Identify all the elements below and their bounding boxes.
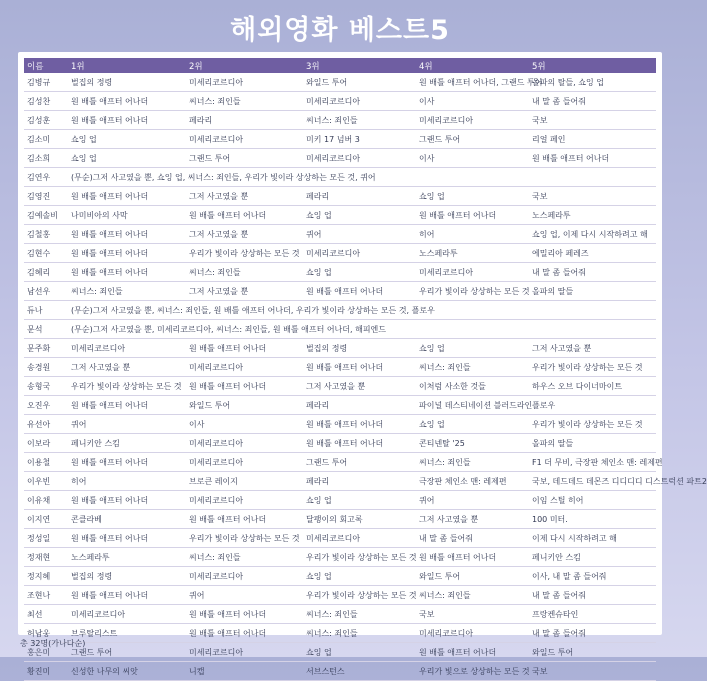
table-row xyxy=(24,320,656,339)
table-row xyxy=(24,339,656,358)
table-row xyxy=(24,130,656,149)
rank-1-cell: 원 배틀 애프터 어나더 xyxy=(68,92,186,111)
table-row xyxy=(24,662,656,681)
table-row xyxy=(24,73,656,92)
table-row xyxy=(24,529,656,548)
rank-4-cell: 퀴어 xyxy=(416,491,529,510)
rank-3-cell: 우리가 빛이라 상상하는 모든 것 xyxy=(303,548,416,567)
rank-2-cell: 원 배틀 애프터 어나더 xyxy=(186,339,303,358)
rank-2-cell: 그저 사고였을 뿐 xyxy=(186,225,303,244)
critic-name-cell: 송형국 xyxy=(24,377,68,396)
rank-1-cell: 퀴어 xyxy=(68,415,186,434)
rank-4-cell: 이사 xyxy=(416,92,529,111)
table-row xyxy=(24,206,656,225)
rank-3-cell: 미키 17 넘버 3 xyxy=(303,130,416,149)
critic-name-cell: 정지혜 xyxy=(24,567,68,586)
table-row xyxy=(24,491,656,510)
rank-5-cell: 이임 스틸 히어 xyxy=(529,491,656,510)
unranked-picks-cell: (무순)그저 사고였을 뿐, 쇼잉 업, 씨너스: 죄인들, 우리가 빛이라 상상하는 모든 것, 퀴어 xyxy=(68,168,656,187)
rank-3-cell: 우리가 빛이라 상상하는 모든 것 xyxy=(303,586,416,605)
ranking-table xyxy=(24,58,707,681)
table-row xyxy=(24,244,656,263)
rank-5-cell: 와일드 투어 xyxy=(529,643,656,662)
critic-name-cell: 오진우 xyxy=(24,396,68,415)
rank-3-cell: 미세리코르디아 xyxy=(303,244,416,263)
rank-4-cell: 쇼잉 업 xyxy=(416,339,529,358)
rank-3-cell: 쇼잉 업 xyxy=(303,491,416,510)
rank-5-cell: F1 더 무비, 극장판 체인소 맨: 레제편 xyxy=(529,453,656,472)
table-row xyxy=(24,624,656,643)
rank-1-cell: 벌집의 정령 xyxy=(68,567,186,586)
rank-2-cell: 원 배틀 애프터 어나더 xyxy=(186,206,303,225)
rank-3-cell: 페라리 xyxy=(303,187,416,206)
column-header-rank-2: 2위 xyxy=(186,58,303,73)
rank-5-cell: 노스페라투 xyxy=(529,206,656,225)
table-row xyxy=(24,187,656,206)
rank-2-cell: 우리가 빛이라 상상하는 모든 것 xyxy=(186,244,303,263)
critic-name-cell: 이유채 xyxy=(24,491,68,510)
rank-4-cell: 극장판 체인소 맨: 레제편 xyxy=(416,472,529,491)
rank-5-cell: 올파의 탈들, 쇼잉 업 xyxy=(529,73,656,92)
rank-3-cell: 벌집의 정령 xyxy=(303,339,416,358)
table-row xyxy=(24,548,656,567)
rank-3-cell: 쇼잉 업 xyxy=(303,263,416,282)
rank-5-cell: 이제 다시 시작하려고 해 xyxy=(529,529,656,548)
critic-name-cell: 문석 xyxy=(24,320,68,339)
rank-1-cell: 쇼잉 업 xyxy=(68,149,186,168)
rank-1-cell: 콘클라베 xyxy=(68,510,186,529)
rank-1-cell: 브루탈리스트 xyxy=(68,624,186,643)
rank-4-cell: 우리가 빛으로 상상하는 모든 것 xyxy=(416,662,529,681)
rank-4-cell: 그저 사고였을 뿐 xyxy=(416,510,529,529)
rank-3-cell: 페라리 xyxy=(303,396,416,415)
rank-1-cell: 노스페라투 xyxy=(68,548,186,567)
critic-name-cell: 조현나 xyxy=(24,586,68,605)
rank-2-cell: 니캡 xyxy=(186,662,303,681)
critic-name-cell: 김예솔비 xyxy=(24,206,68,225)
rank-4-cell: 원 배틀 애프터 어나더 xyxy=(416,643,529,662)
rank-2-cell: 원 배틀 애프터 어나더 xyxy=(186,510,303,529)
critic-name-cell: 김병규 xyxy=(24,73,68,92)
rank-2-cell: 우리가 빛이라 상상하는 모든 것 xyxy=(186,529,303,548)
rank-1-cell: 원 배틀 애프터 어나더 xyxy=(68,491,186,510)
rank-2-cell: 퀴어 xyxy=(186,586,303,605)
rank-1-cell: 원 배틀 애프터 어나더 xyxy=(68,111,186,130)
critic-name-cell: 이보라 xyxy=(24,434,68,453)
rank-1-cell: 벌집의 정령 xyxy=(68,73,186,92)
rank-1-cell: 원 배틀 애프터 어나더 xyxy=(68,453,186,472)
table-row xyxy=(24,282,656,301)
rank-4-cell: 원 배틀 애프터 어나더, 그랜드 투어 xyxy=(416,73,529,92)
rank-5-cell: 내 말 좀 들어줘 xyxy=(529,263,656,282)
critic-name-cell: 최선 xyxy=(24,605,68,624)
rank-2-cell: 원 배틀 애프터 어나더 xyxy=(186,624,303,643)
rank-1-cell: 쇼잉 업 xyxy=(68,130,186,149)
rank-3-cell: 그랜드 투어 xyxy=(303,453,416,472)
rank-1-cell: 원 배틀 애프터 어나더 xyxy=(68,244,186,263)
rank-1-cell: 나미비아의 사막 xyxy=(68,206,186,225)
table-row xyxy=(24,358,656,377)
rank-2-cell: 미세리코르디아 xyxy=(186,643,303,662)
table-header-row xyxy=(24,58,656,73)
rank-4-cell: 미세리코르디아 xyxy=(416,624,529,643)
rank-1-cell: 미세리코르디아 xyxy=(68,339,186,358)
table-row xyxy=(24,225,656,244)
rank-3-cell: 달팽이의 회고록 xyxy=(303,510,416,529)
rank-1-cell: 원 배틀 애프터 어나더 xyxy=(68,263,186,282)
critic-name-cell: 황진미 xyxy=(24,662,68,681)
column-header-rank-1: 1위 xyxy=(68,58,186,73)
rank-4-cell: 씨너스: 죄인들 xyxy=(416,358,529,377)
rank-5-cell: 리얼 페인 xyxy=(529,130,656,149)
rank-4-cell: 쇼잉 업 xyxy=(416,415,529,434)
table-row xyxy=(24,586,656,605)
table-row xyxy=(24,472,656,491)
rank-5-cell: 국보 xyxy=(529,111,656,130)
critic-name-cell: 김소희 xyxy=(24,149,68,168)
table-row xyxy=(24,453,656,472)
table-row xyxy=(24,415,656,434)
rank-3-cell: 퀴어 xyxy=(303,225,416,244)
rank-4-cell: 씨너스: 죄인들 xyxy=(416,453,529,472)
rank-1-cell: 미세리코르디아 xyxy=(68,605,186,624)
rank-1-cell: 그저 사고였을 뿐 xyxy=(68,358,186,377)
rank-3-cell: 그저 사고였을 뿐 xyxy=(303,377,416,396)
rank-5-cell: 국보 xyxy=(529,187,656,206)
unranked-picks-cell: (무순)그저 사고였을 뿐, 미세리코르디아, 씨너스: 죄인들, 원 배틀 애프터 어나더, 해피엔드 xyxy=(68,320,656,339)
rank-1-cell: 그랜드 투어 xyxy=(68,643,186,662)
rank-5-cell: 국보 xyxy=(529,662,656,681)
rank-5-cell: 100 미터. xyxy=(529,510,656,529)
rank-1-cell: 우리가 빛이라 상상하는 모든 것 xyxy=(68,377,186,396)
rank-5-cell: 에밀리아 페레즈 xyxy=(529,244,656,263)
rank-4-cell: 그랜드 투어 xyxy=(416,130,529,149)
rank-5-cell: 프랑켄슈타인 xyxy=(529,605,656,624)
critic-name-cell: 송경원 xyxy=(24,358,68,377)
table-row xyxy=(24,149,656,168)
column-header-name: 이름 xyxy=(24,58,68,73)
rank-4-cell: 와일드 투어 xyxy=(416,567,529,586)
rank-3-cell: 미세리코르디아 xyxy=(303,92,416,111)
table-row xyxy=(24,168,656,187)
rank-3-cell: 와일드 투어 xyxy=(303,73,416,92)
rank-3-cell: 원 배틀 애프터 어나더 xyxy=(303,358,416,377)
critic-name-cell: 허남웅 xyxy=(24,624,68,643)
rank-5-cell: 내 말 좀 들어줘 xyxy=(529,586,656,605)
critic-name-cell: 유선아 xyxy=(24,415,68,434)
rank-2-cell: 미세리코르디아 xyxy=(186,567,303,586)
rank-3-cell: 씨너스: 죄인들 xyxy=(303,624,416,643)
table-row xyxy=(24,510,656,529)
rank-5-cell: 올파의 딸들 xyxy=(529,282,656,301)
table-row xyxy=(24,396,656,415)
rank-5-cell: 플로우 xyxy=(529,396,656,415)
rank-3-cell: 미세리코르디아 xyxy=(303,529,416,548)
rank-4-cell: 원 배틀 애프터 어나더 xyxy=(416,206,529,225)
rank-5-cell: 그저 사고였을 뿐 xyxy=(529,339,656,358)
rank-5-cell: 우리가 빛이라 상상하는 모든 것 xyxy=(529,415,656,434)
critic-name-cell: 정재현 xyxy=(24,548,68,567)
rank-1-cell: 신성한 나무의 씨앗 xyxy=(68,662,186,681)
critic-name-cell: 이지연 xyxy=(24,510,68,529)
rank-2-cell: 씨너스: 죄인들 xyxy=(186,92,303,111)
rank-1-cell: 원 배틀 애프터 어나더 xyxy=(68,225,186,244)
rank-2-cell: 미세리코르디아 xyxy=(186,73,303,92)
table-row xyxy=(24,434,656,453)
rank-1-cell: 원 배틀 애프터 어나더 xyxy=(68,529,186,548)
rank-2-cell: 미세리코르디아 xyxy=(186,491,303,510)
critic-name-cell: 이용철 xyxy=(24,453,68,472)
rank-2-cell: 그랜드 투어 xyxy=(186,149,303,168)
rank-2-cell: 그저 사고였을 뿐 xyxy=(186,187,303,206)
critic-name-cell: 이우빈 xyxy=(24,472,68,491)
critic-name-cell: 김성훈 xyxy=(24,111,68,130)
rank-3-cell: 서브스턴스 xyxy=(303,662,416,681)
rank-5-cell: 내 말 좀 들어줘 xyxy=(529,92,656,111)
rank-1-cell: 페니키안 스킴 xyxy=(68,434,186,453)
rank-4-cell: 이사 xyxy=(416,149,529,168)
rank-2-cell: 씨너스: 죄인들 xyxy=(186,263,303,282)
table-row xyxy=(24,377,656,396)
table-body xyxy=(24,73,707,681)
rank-5-cell: 쇼잉 업, 이제 다시 시작하려고 해 xyxy=(529,225,656,244)
rank-2-cell: 이사 xyxy=(186,415,303,434)
page-title: 해외영화 베스트5 xyxy=(230,15,450,46)
rank-3-cell: 씨너스: 죄인들 xyxy=(303,111,416,130)
rank-3-cell: 원 배틀 애프터 어나더 xyxy=(303,282,416,301)
rank-4-cell: 내 말 좀 들어줘 xyxy=(416,529,529,548)
rank-2-cell: 원 배틀 애프터 어나더 xyxy=(186,377,303,396)
rank-2-cell: 미세리코르디아 xyxy=(186,434,303,453)
table-row xyxy=(24,92,656,111)
critic-name-cell: 듀나 xyxy=(24,301,68,320)
critic-name-cell: 김소미 xyxy=(24,130,68,149)
rank-5-cell: 내 말 좀 들어줘 xyxy=(529,624,656,643)
rank-3-cell: 페라리 xyxy=(303,472,416,491)
rank-1-cell: 히어 xyxy=(68,472,186,491)
rank-5-cell: 하우스 오브 다이너마이트 xyxy=(529,377,656,396)
column-header-rank-4: 4위 xyxy=(416,58,529,73)
rank-2-cell: 원 배틀 애프터 어나더 xyxy=(186,605,303,624)
rank-5-cell: 국보, 데드데드 데몬즈 디디디디 디스트럭션 파트2 xyxy=(529,472,656,491)
rank-2-cell: 씨너스: 죄인들 xyxy=(186,548,303,567)
critic-name-cell: 김혜리 xyxy=(24,263,68,282)
table-row xyxy=(24,643,656,662)
rank-1-cell: 원 배틀 애프터 어나더 xyxy=(68,586,186,605)
critic-name-cell: 정성일 xyxy=(24,529,68,548)
rank-3-cell: 원 배틀 애프터 어나더 xyxy=(303,434,416,453)
rank-4-cell: 미세리코르디아 xyxy=(416,111,529,130)
critic-name-cell: 김영진 xyxy=(24,187,68,206)
table-row xyxy=(24,301,656,320)
column-header-rank-3: 3위 xyxy=(303,58,416,73)
rank-4-cell: 히어 xyxy=(416,225,529,244)
table-row xyxy=(24,605,656,624)
rank-3-cell: 쇼잉 업 xyxy=(303,206,416,225)
table-row xyxy=(24,111,656,130)
rank-4-cell: 국보 xyxy=(416,605,529,624)
critic-name-cell: 김철홍 xyxy=(24,225,68,244)
rank-4-cell: 우리가 빛이라 상상하는 모든 것 xyxy=(416,282,529,301)
rank-2-cell: 그저 사고였을 뿐 xyxy=(186,282,303,301)
footer-note: 총 32명(가나다순) xyxy=(20,639,86,648)
rank-2-cell: 브로큰 레이지 xyxy=(186,472,303,491)
rank-5-cell: 페니키안 스킴 xyxy=(529,548,656,567)
rank-5-cell: 원 배틀 애프터 어나더 xyxy=(529,149,656,168)
rank-2-cell: 페라리 xyxy=(186,111,303,130)
rank-3-cell: 미세리코르디아 xyxy=(303,149,416,168)
rank-4-cell: 노스페라투 xyxy=(416,244,529,263)
rank-4-cell: 원 배틀 애프터 어나더 xyxy=(416,548,529,567)
rank-2-cell: 미세리코르디아 xyxy=(186,130,303,149)
rank-2-cell: 미세리코르디아 xyxy=(186,358,303,377)
rank-3-cell: 씨너스: 죄인들 xyxy=(303,605,416,624)
table-row xyxy=(24,263,656,282)
critic-name-cell: 김현수 xyxy=(24,244,68,263)
rank-1-cell: 씨너스: 죄인들 xyxy=(68,282,186,301)
critic-name-cell: 문주화 xyxy=(24,339,68,358)
critic-name-cell: 김성찬 xyxy=(24,92,68,111)
rank-4-cell: 콘티넨탈 '25 xyxy=(416,434,529,453)
rank-4-cell: 쇼잉 업 xyxy=(416,187,529,206)
critic-name-cell: 남선우 xyxy=(24,282,68,301)
rank-4-cell: 이처럼 사소한 것들 xyxy=(416,377,529,396)
rank-4-cell: 미세리코르디아 xyxy=(416,263,529,282)
rank-1-cell: 원 배틀 애프터 어나더 xyxy=(68,396,186,415)
rank-3-cell: 쇼잉 업 xyxy=(303,567,416,586)
rank-5-cell: 이사, 내 말 좀 들어줘 xyxy=(529,567,656,586)
rank-4-cell: 파이널 데스티네이션 블러드라인 xyxy=(416,396,529,415)
rank-5-cell: 올파의 딸들 xyxy=(529,434,656,453)
rank-4-cell: 씨너스: 죄인들 xyxy=(416,586,529,605)
table-row xyxy=(24,567,656,586)
rank-5-cell: 우리가 빛이라 상상하는 모든 것 xyxy=(529,358,656,377)
column-header-rank-5: 5위 xyxy=(529,58,656,73)
rank-3-cell: 쇼잉 업 xyxy=(303,643,416,662)
rank-3-cell: 원 배틀 애프터 어나더 xyxy=(303,415,416,434)
rank-2-cell: 와일드 투어 xyxy=(186,396,303,415)
rank-1-cell: 원 배틀 애프터 어나더 xyxy=(68,187,186,206)
rank-2-cell: 미세리코르디아 xyxy=(186,453,303,472)
critic-name-cell: 홍은미 xyxy=(24,643,68,662)
critic-name-cell: 김연우 xyxy=(24,168,68,187)
unranked-picks-cell: (무순)그저 사고였을 뿐, 씨너스: 죄인들, 원 배틀 애프터 어나더, 우리가 빛이라 상상하는 모든 것, 플로우 xyxy=(68,301,656,320)
